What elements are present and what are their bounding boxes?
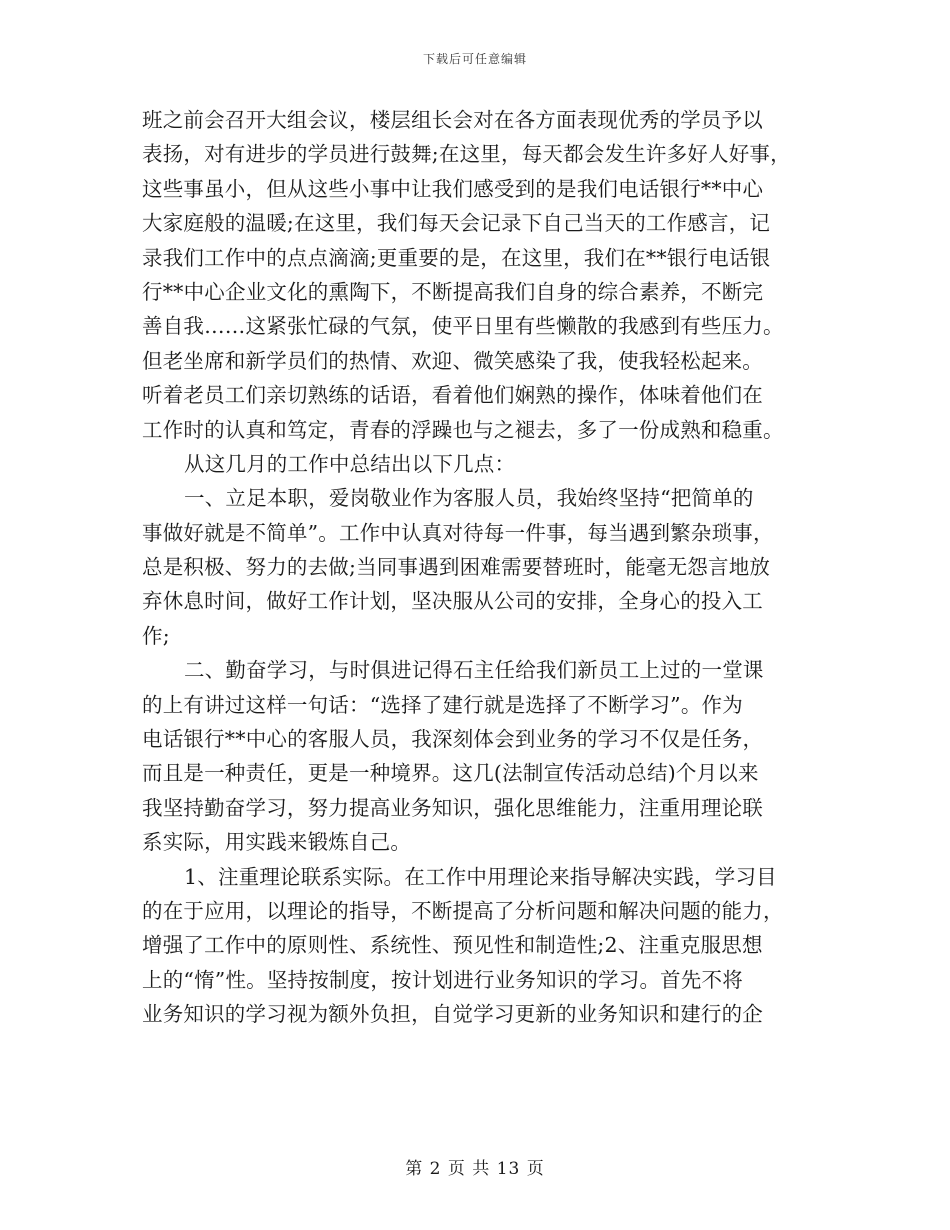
text-line: 听着老员工们亲切熟练的话语，看着他们娴熟的操作，体味着他们在 [142, 383, 763, 408]
text-line: 行**中心企业文化的熏陶下，不断提高我们自身的综合素养，不断完 [142, 279, 764, 304]
text-line: 大家庭般的温暖;在这里，我们每天会记录下自己当天的工作感言，记 [142, 211, 771, 236]
text-line: 的上有讲过这样一句话：“选择了建行就是选择了不断学习”。作为 [142, 692, 743, 717]
text-line: 1、注重理论联系实际。在工作中用理论来指导解决实践，学习目 [184, 864, 777, 889]
text-line: 从这几月的工作中总结出以下几点： [184, 451, 516, 476]
text-line: 录我们工作中的点点滴滴;更重要的是，在这里，我们在**银行电话银 [142, 245, 771, 270]
text-line: 增强了工作中的原则性、系统性、预见性和制造性;2、注重克服思想 [142, 933, 763, 958]
text-line: 上的“惰”性。坚持按制度，按计划进行业务知识的学习。首先不将 [142, 967, 743, 992]
text-line: 二、勤奋学习，与时俱进记得石主任给我们新员工上过的一堂课 [184, 658, 764, 683]
text-line: 善自我……这紧张忙碌的气氛，使平日里有些懒散的我感到有些压力。 [142, 314, 784, 339]
text-line: 业务知识的学习视为额外负担，自觉学习更新的业务知识和建行的企 [142, 1002, 763, 1027]
page-footer: 第 2 页 共 13 页 [405, 1159, 545, 1179]
text-line: 事做好就是不简单”。工作中认真对待每一件事，每当遇到繁杂琐事， [142, 520, 774, 545]
text-line: 这些事虽小，但从这些小事中让我们感受到的是我们电话银行**中心 [142, 176, 764, 201]
text-line: 而且是一种责任，更是一种境界。这几(法制宣传活动总结)个月以来 [142, 761, 759, 786]
text-line: 的在于应用，以理论的指导，不断提高了分析问题和解决问题的能力， [142, 898, 784, 923]
page-header: 下载后可任意编辑 [422, 52, 527, 66]
text-line: 班之前会召开大组会议，楼层组长会对在各方面表现优秀的学员予以 [142, 108, 763, 132]
text-line: 总是积极、努力的去做;当同事遇到困难需要替班时，能毫无怨言地放 [142, 555, 771, 580]
text-line: 电话银行**中心的客服人员，我深刻体会到业务的学习不仅是任务， [142, 727, 764, 752]
document-body [142, 103, 812, 1032]
text-line: 工作时的认真和笃定，青春的浮躁也与之褪去，多了一份成熟和稳重。 [142, 417, 784, 442]
text-line: 一、立足本职，爱岗敬业作为客服人员，我始终坚持“把简单的 [184, 486, 754, 511]
text-line: 作; [142, 623, 170, 648]
text-line: 弃休息时间，做好工作计划，坚决服从公司的安排，全身心的投入工 [142, 589, 763, 614]
text-line: 我坚持勤奋学习，努力提高业务知识，强化思维能力，注重用理论联 [142, 795, 763, 820]
text-line: 系实际，用实践来锻炼自己。 [142, 830, 412, 855]
text-line: 但老坐席和新学员们的热情、欢迎、微笑感染了我，使我轻松起来。 [142, 348, 763, 373]
text-line: 表扬，对有进步的学员进行鼓舞;在这里，每天都会发生许多好人好事， [142, 142, 791, 167]
